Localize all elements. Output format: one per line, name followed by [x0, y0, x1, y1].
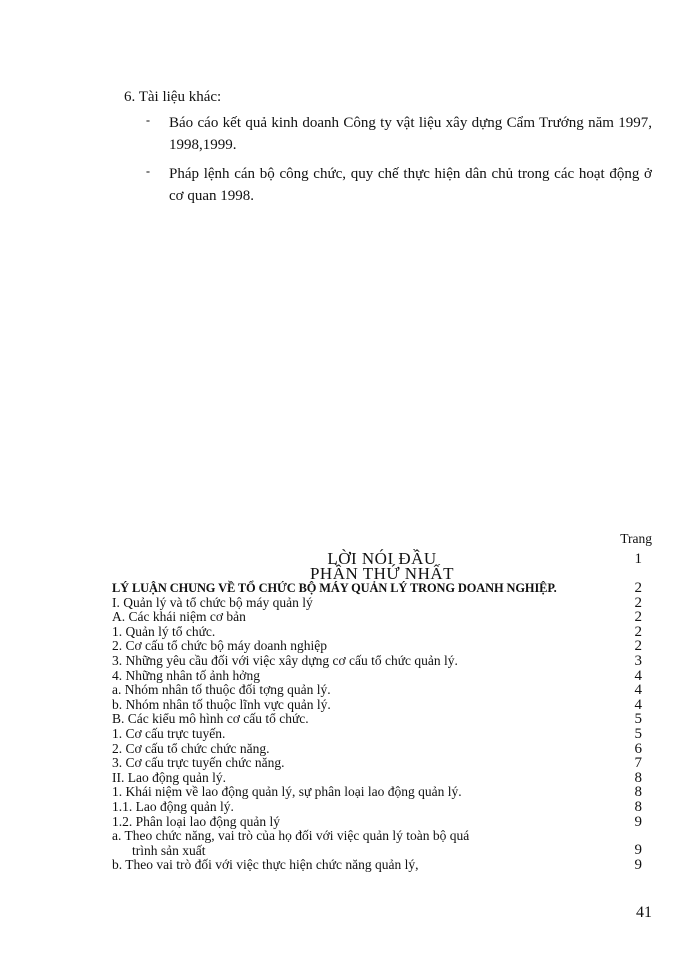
toc-row-page: 9 — [634, 813, 642, 830]
bullet-dash: - — [146, 164, 150, 178]
toc-row-page: 9 — [634, 842, 642, 859]
toc-rows — [112, 581, 652, 873]
list-item — [124, 163, 652, 207]
toc-row-page: 4 — [634, 696, 642, 713]
toc-row — [112, 596, 652, 611]
toc-row — [112, 785, 652, 800]
references-heading: 6. Tài liệu khác: — [124, 89, 222, 105]
toc-row — [112, 683, 652, 698]
toc-row — [112, 625, 652, 640]
toc-row-text: 1.1. Lao động quản lý. — [112, 798, 234, 814]
toc-row — [112, 654, 652, 669]
toc-row-text: A. Các khái niệm cơ bản — [112, 609, 246, 625]
toc-row-text: 2. Cơ cấu tổ chức chức năng. — [112, 740, 270, 756]
toc-row-page: 6 — [634, 740, 642, 757]
toc-row — [112, 727, 652, 742]
toc-row — [112, 712, 652, 727]
toc-row-page: 7 — [634, 755, 642, 772]
toc-row-text: LÝ LUẬN CHUNG VỀ TỔ CHỨC BỘ MÁY QUẢN LÝ TRONG DOANH NGHIỆP. — [112, 581, 557, 595]
toc-row-page: 4 — [634, 682, 642, 699]
toc-row-page: 8 — [634, 769, 642, 786]
toc-row-page: 8 — [634, 798, 642, 815]
toc-row-text: a. Nhóm nhân tố thuộc đối tợng quản lý. — [112, 682, 331, 698]
toc-row-text-continuation: trình sản xuất — [132, 842, 206, 858]
toc-row — [112, 800, 652, 815]
toc-row — [112, 756, 652, 771]
references-list — [124, 112, 652, 207]
toc-row-text: 2. Cơ cấu tổ chức bộ máy doanh nghiệp — [112, 638, 328, 654]
toc-row-text: II. Lao động quản lý. — [112, 769, 226, 785]
reference-text: Pháp lệnh cán bộ công chức, quy chế thực hiện dân chủ trong các hoạt động ở cơ quan 1998. — [169, 166, 652, 204]
toc-row — [112, 815, 652, 830]
toc-row-page: 2 — [634, 594, 642, 611]
toc-row-page: 5 — [634, 725, 642, 742]
toc-row-text: 1. Quản lý tổ chức. — [112, 623, 216, 639]
toc-row-text: 3. Cơ cấu trực tuyến chức năng. — [112, 755, 285, 771]
toc-row-page: 2 — [634, 609, 642, 626]
toc-row — [112, 742, 652, 757]
toc-row-text: 4. Những nhân tố ảnh hởng — [112, 667, 260, 683]
toc-row-text-wrapper — [112, 829, 622, 858]
references-section — [124, 86, 652, 214]
trang-label: Trang — [620, 531, 652, 546]
toc-row-text: b. Theo vai trò đối với việc thực hiện chức năng quản lý, — [112, 857, 419, 873]
toc-row-text: 1. Cơ cấu trực tuyến. — [112, 725, 226, 741]
toc-row-text: b. Nhóm nhân tố thuộc lĩnh vực quản lý. — [112, 696, 331, 712]
toc-row-text: a. Theo chức năng, vai trò của họ đối với việc quản lý toàn bộ quá — [112, 828, 470, 844]
toc-row-page: 4 — [634, 667, 642, 684]
toc-row — [112, 771, 652, 786]
toc-row — [112, 858, 652, 873]
toc-page-header — [572, 530, 652, 548]
toc-title-preface-page: 1 — [634, 551, 642, 567]
toc-row — [112, 829, 652, 858]
toc-row-page: 5 — [634, 711, 642, 728]
toc-row-page: 2 — [634, 623, 642, 640]
toc-row-page: 3 — [634, 652, 642, 669]
toc-row-page: 2 — [634, 580, 642, 596]
bullet-dash: - — [146, 113, 150, 127]
page-number: 41 — [636, 904, 652, 921]
toc-title-preface: LỜI NÓI ĐẦU — [327, 549, 437, 568]
toc-row-page: 9 — [634, 857, 642, 874]
toc-row-text: 1. Khái niệm về lao động quản lý, sự phân loại lao động quản lý. — [112, 784, 462, 800]
toc-row — [112, 669, 652, 684]
toc-row — [112, 639, 652, 654]
toc-row-text: I. Quản lý và tổ chức bộ máy quản lý — [112, 594, 313, 610]
toc-row — [112, 581, 652, 596]
reference-text: Báo cáo kết quả kinh doanh Công ty vật liệu xây dựng Cẩm Trướng năm 1997, 1998,1999. — [169, 115, 652, 153]
toc-row-text: B. Các kiểu mô hình cơ cấu tổ chức. — [112, 711, 309, 727]
toc-row-text: 1.2. Phân loại lao động quản lý — [112, 813, 280, 829]
toc-row-page: 8 — [634, 784, 642, 801]
toc-title-part-one: PHẦN THỨ NHẤT — [309, 564, 455, 583]
toc-row — [112, 698, 652, 713]
toc-row-page: 2 — [634, 638, 642, 655]
toc-row — [112, 610, 652, 625]
list-item — [124, 112, 652, 156]
toc-row-text: 3. Những yêu cầu đối với việc xây dựng cơ cấu tổ chức quản lý. — [112, 652, 458, 668]
